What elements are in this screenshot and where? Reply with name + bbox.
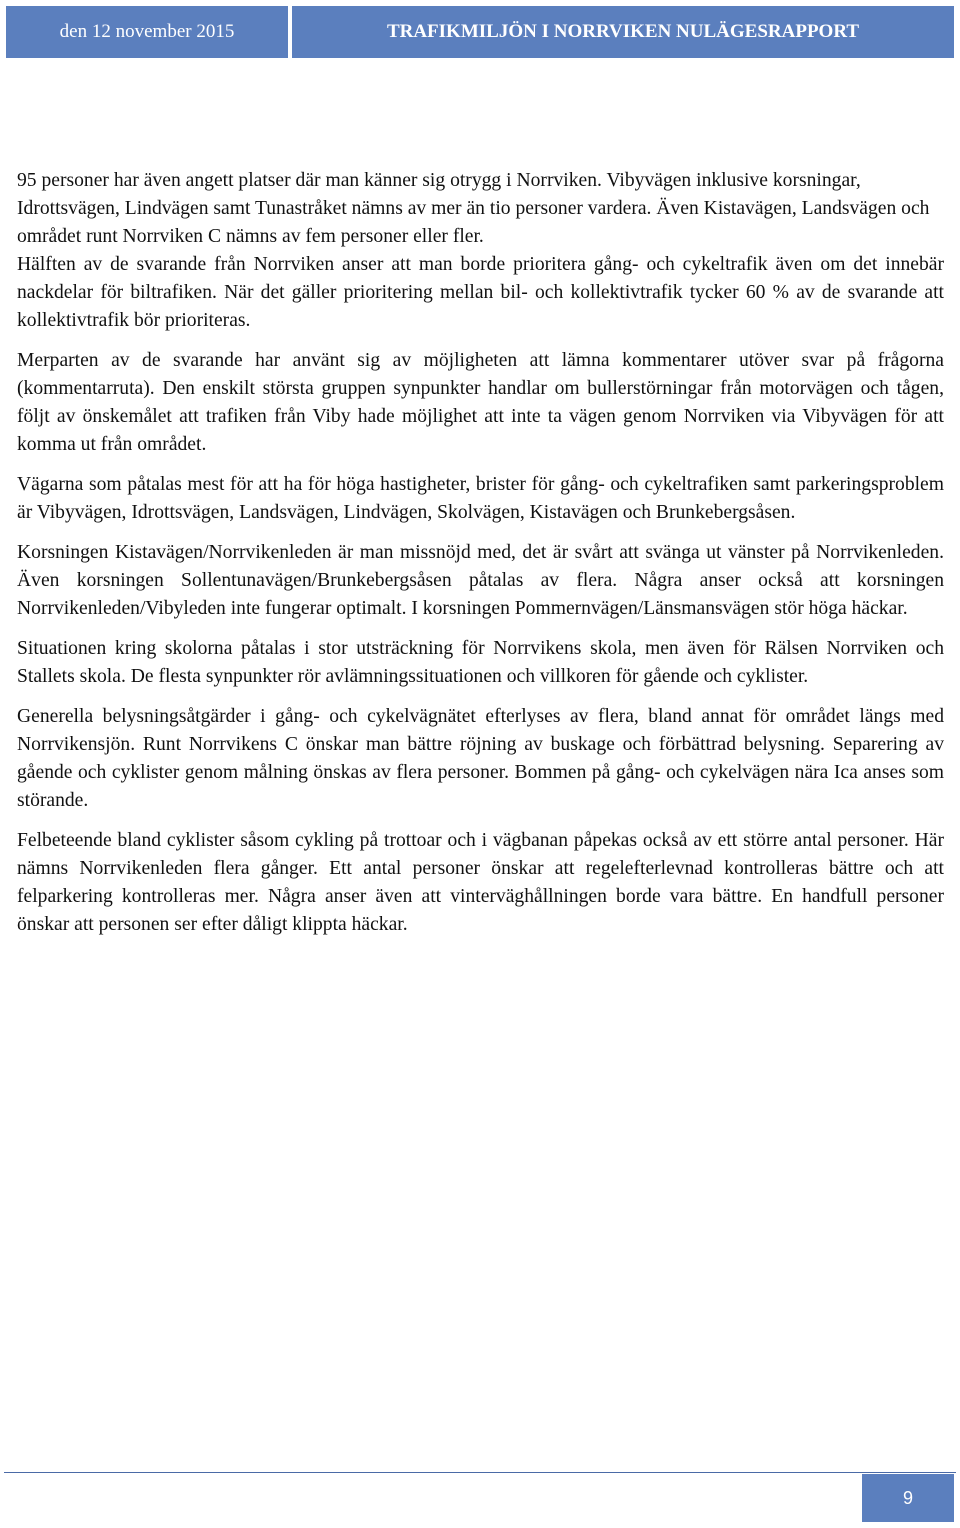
paragraph: Korsningen Kistavägen/Norrvikenleden är man missnöjd med, det är svårt att svänga ut vänster på Norrvikenleden. Även korsningen Sollentunavägen/Brunkebergsåsen påtalas av flera. Några anser också att korsningen Norrvikenleden/Vibyleden inte fungerar optimalt. I korsningen Pommernvägen/Länsmansvägen stör höga häckar.	[17, 542, 944, 619]
paragraph: Generella belysningsåtgärder i gång- och cykelvägnätet efterlyses av flera, bland annat för området längs med Norrvikensjön. Runt Norrvikens C önskar man bättre röjning av buskage och förbättrad belysning. Separering av gående och cyklister genom målning önskas av flera personer. Bommen på gång- och cykelvägen nära Ica anses som störande.	[17, 706, 944, 811]
paragraph: Hälften av de svarande från Norrviken anser att man borde prioritera gång- och cykeltrafik även om det innebär nackdelar för biltrafiken. När det gäller prioritering mellan bil- och kollektivtrafik tycker 60 % av de svarande att kollektivtrafik bör prioriteras.	[17, 254, 944, 331]
paragraph: 95 personer har även angett platser där man känner sig otrygg i Norrviken. Vibyvägen inklusive korsningar, Idrottsvägen, Lindvägen samt Tunastråket nämns av mer än tio personer vardera. Även Kistavägen, Landsvägen och området runt Norrviken C nämns av fem personer eller fler.	[17, 170, 930, 247]
footer-divider	[4, 1472, 956, 1473]
paragraph: Felbeteende bland cyklister såsom cykling på trottoar och i vägbanan påpekas också av ett större antal personer. Här nämns Norrvikenleden flera gånger. Ett antal personer önskar att regelefterlevnad kontrolleras bättre och att felparkering kontrolleras mer. Några anser även att vinterväghållningen borde vara bättre. En handfull personer önskar att personen ser efter dåligt klippta häckar.	[17, 830, 944, 935]
paragraph: Vägarna som påtalas mest för att ha för höga hastigheter, brister för gång- och cykeltrafiken samt parkeringsproblem är Vibyvägen, Idrottsvägen, Landsvägen, Lindvägen, Skolvägen, Kistavägen och Brunkebergsåsen.	[17, 474, 944, 523]
header-date: den 12 november 2015	[6, 6, 288, 58]
page-number: 9	[862, 1474, 954, 1522]
header-title: TRAFIKMILJÖN I NORRVIKEN NULÄGESRAPPORT	[292, 6, 954, 58]
paragraph: Situationen kring skolorna påtalas i stor utsträckning för Norrvikens skola, men även för Rälsen Norrviken och Stallets skola. De flesta synpunkter rör avlämningssituationen och villkoren för gående och cyklister.	[17, 638, 944, 687]
body-text	[17, 167, 944, 951]
paragraph: Merparten av de svarande har använt sig av möjligheten att lämna kommentarer utöver svar på frågorna (kommentarruta). Den enskilt största gruppen synpunkter handlar om bullerstörningar från motorvägen och tågen, följt av önskemålet att trafiken från Viby hade möjlighet att inte ta vägen genom Norrviken via Vibyvägen för att komma ut från området.	[17, 350, 944, 455]
